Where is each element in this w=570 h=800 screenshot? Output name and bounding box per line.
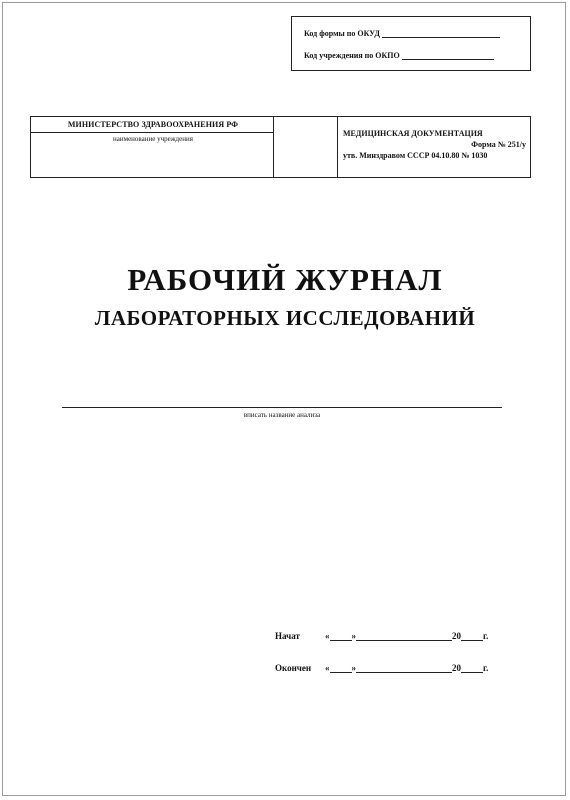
okpo-blank [402, 51, 494, 60]
okud-label: Код формы по ОКУД [304, 29, 380, 38]
med-doc-label: МЕДИЦИНСКАЯ ДОКУМЕНТАЦИЯ [343, 129, 483, 138]
analysis-caption: вписать название анализа [243, 411, 321, 419]
okud-code-field [304, 29, 500, 38]
day-blank [330, 631, 352, 641]
form-number: Форма № 251/у [471, 140, 526, 149]
institution-caption: наименование учреждения [113, 135, 193, 143]
open-quote: « [325, 663, 330, 673]
end-label: Окончен [275, 663, 312, 673]
start-date-row [275, 631, 488, 641]
open-quote: « [325, 631, 330, 641]
year-blank [461, 663, 483, 673]
okpo-label: Код учреждения по ОКПО [304, 51, 400, 60]
month-blank [356, 663, 452, 673]
century: 20 [452, 631, 461, 641]
year-blank [461, 631, 483, 641]
okpo-code-field [304, 51, 494, 60]
year-suffix: г. [483, 663, 489, 673]
column-divider [337, 117, 338, 177]
institution-rule [31, 132, 273, 133]
medical-documentation-block [343, 128, 526, 161]
day-blank [330, 663, 352, 673]
year-suffix: г. [483, 631, 489, 641]
page-title: РАБОЧИЙ ЖУРНАЛ [127, 262, 443, 297]
close-quote: » [351, 663, 356, 673]
century: 20 [452, 663, 461, 673]
close-quote: » [351, 631, 356, 641]
column-divider [273, 117, 274, 177]
header-table [30, 116, 531, 178]
page-subtitle: ЛАБОРАТОРНЫХ ИССЛЕДОВАНИЙ [94, 306, 476, 330]
form-codes-box [291, 16, 531, 71]
end-date-row [275, 663, 488, 673]
start-label: Начат [275, 631, 300, 641]
okud-blank [382, 29, 500, 38]
institution-name: МИНИСТЕРСТВО ЗДРАВООХРАНЕНИЯ РФ [67, 120, 239, 129]
month-blank [356, 631, 452, 641]
analysis-name-line [62, 407, 502, 408]
approval-note: утв. Минздравом СССР 04.10.80 № 1030 [343, 151, 488, 160]
